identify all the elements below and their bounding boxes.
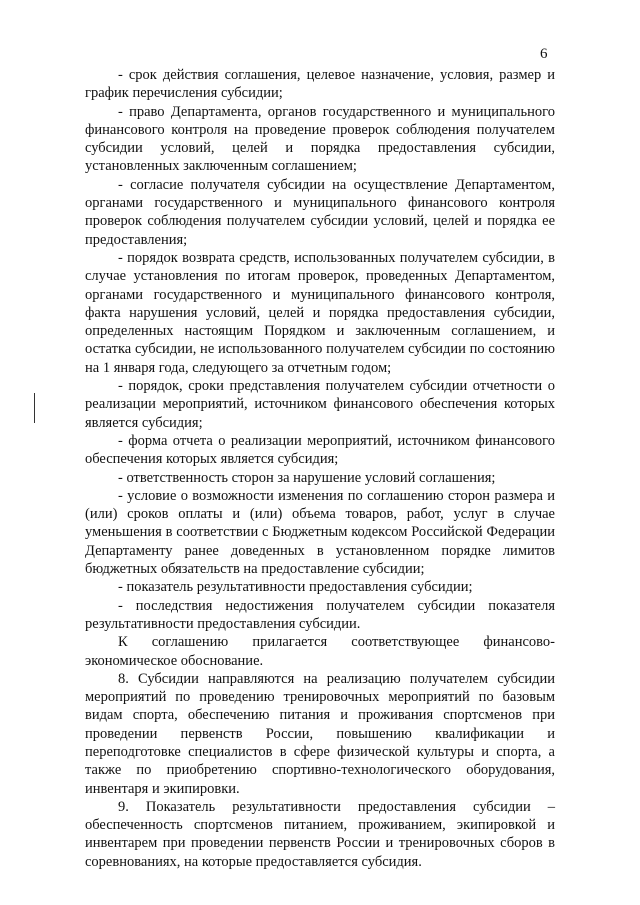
body-text bbox=[85, 66, 555, 871]
paragraph-performance-indicator: - показатель результативности предоставления субсидии; bbox=[118, 579, 473, 596]
paragraph-refund-procedure: - порядок возврата средств, использованных получателем субсидии, в случае установления по итогам проверок, проведенных Департаментом, органами государственного и муниципального финансового контроля, факта нарушения условий, целей и порядка предоставления субсидии, определенных настоящим Порядком и заключенным соглашением, и остатка субсидии, не использованного получателем субсидии по состоянию на 1 января года, следующего за отчетным годом; bbox=[85, 249, 555, 376]
paragraph-recipient-consent: - согласие получателя субсидии на осуществление Департаментом, органами государственного и муниципального финансового контроля проверок соблюдения получателем субсидии условий, целей и порядка ее предоставления; bbox=[85, 176, 555, 248]
paragraph-section-8: 8. Субсидии направляются на реализацию получателем субсидии мероприятий по проведению тренировочных мероприятий по базовым видам спорта, обеспечению питания и проживания спортсменов при проведении первенств России, повышению квалификации и переподготовке специалистов в сфере физической культуры и спорта, а также по приобретению спортивно-технологического оборудования, инвентаря и экипировки. bbox=[85, 670, 555, 797]
paragraph-term-schedule: - срок действия соглашения, целевое назначение, условия, размер и график перечисления субсидии; bbox=[85, 67, 555, 102]
margin-mark bbox=[34, 393, 35, 423]
paragraph-reporting-procedure: - порядок, сроки представления получателем субсидии отчетности о реализации мероприятий, источником финансового обеспечения которых является субсидия; bbox=[85, 378, 555, 431]
paragraph-non-achievement: - последствия недостижения получателем субсидии показателя результативности предоставления субсидии. bbox=[85, 597, 555, 632]
paragraph-report-form: - форма отчета о реализации мероприятий, источником финансового обеспечения которых является субсидия; bbox=[85, 432, 555, 468]
paragraph-amendment-condition: - условие о возможности изменения по соглашению сторон размера и (или) сроков оплаты и (или) объема товаров, работ, услуг в случае уменьшения в соответствии с Бюджетным кодексом Российской Федерации Департаменту ранее доведенных в установленном порядке лимитов бюджетных обязательств на предоставление субсидии; bbox=[85, 487, 555, 578]
paragraph-section-9: 9. Показатель результативности предоставления субсидии – обеспеченность спортсменов питанием, проживанием, экипировкой и инвентарем при проведении первенств России и тренировочных сборов в соревнованиях, на которые предоставляется субсидия. bbox=[85, 798, 555, 870]
paragraph-attachment: К соглашению прилагается соответствующее финансово-экономическое обоснование. bbox=[85, 634, 555, 669]
paragraph-audit-rights: - право Департамента, органов государственного и муниципального финансового контроля на проведение проверок соблюдения получателем субсидии условий, целей и порядка предоставления субсидии, установленных заключенным соглашением; bbox=[85, 103, 555, 175]
paragraph-liability: - ответственность сторон за нарушение условий соглашения; bbox=[118, 469, 496, 486]
page-number: 6 bbox=[540, 46, 548, 62]
